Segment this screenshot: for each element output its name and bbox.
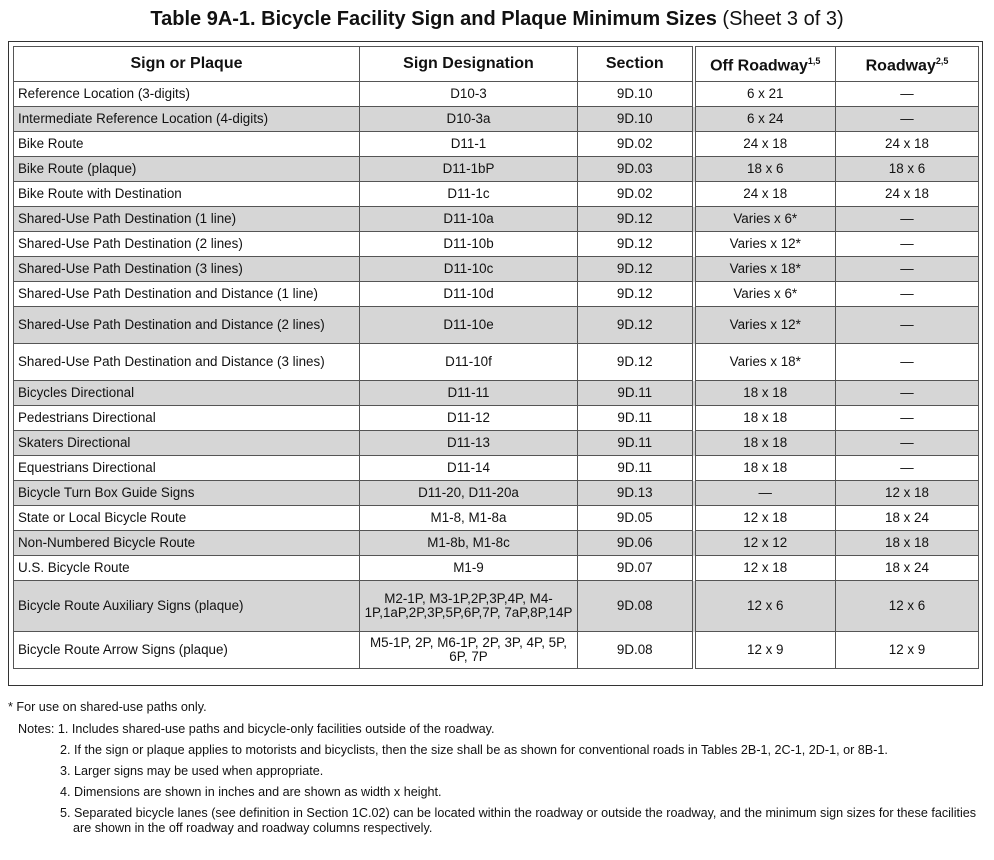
table-row — [14, 556, 979, 581]
table-row — [14, 456, 979, 481]
cell-off-roadway: Varies x 6* — [694, 282, 836, 307]
cell-roadway: 12 x 6 — [836, 581, 979, 632]
cell-roadway: — — [836, 207, 979, 232]
cell-sign: Shared-Use Path Destination and Distance (3 lines) — [14, 344, 360, 381]
cell-designation: D11-10b — [360, 232, 578, 257]
cell-section: 9D.10 — [578, 82, 694, 107]
cell-section: 9D.02 — [578, 182, 694, 207]
cell-sign: Reference Location (3-digits) — [14, 82, 360, 107]
table-row — [14, 107, 979, 132]
cell-designation: D11-1 — [360, 132, 578, 157]
header-sign: Sign or Plaque — [14, 47, 360, 82]
cell-sign: Shared-Use Path Destination (2 lines) — [14, 232, 360, 257]
header-roadway-note: 2,5 — [935, 56, 949, 67]
header-off-roadway — [694, 47, 836, 82]
cell-sign: U.S. Bicycle Route — [14, 556, 360, 581]
cell-sign: Intermediate Reference Location (4-digits) — [14, 107, 360, 132]
cell-off-roadway: 18 x 6 — [694, 157, 836, 182]
cell-section: 9D.11 — [578, 456, 694, 481]
cell-sign: Shared-Use Path Destination and Distance (2 lines) — [14, 307, 360, 344]
cell-section: 9D.08 — [578, 632, 694, 669]
cell-sign: Equestrians Directional — [14, 456, 360, 481]
cell-designation: D11-14 — [360, 456, 578, 481]
cell-sign: Shared-Use Path Destination and Distance (1 line) — [14, 282, 360, 307]
cell-off-roadway: Varies x 12* — [694, 307, 836, 344]
table-row — [14, 257, 979, 282]
cell-section: 9D.05 — [578, 506, 694, 531]
cell-designation: M1-8b, M1-8c — [360, 531, 578, 556]
table-row — [14, 632, 979, 669]
table-row — [14, 157, 979, 182]
cell-designation: D11-10c — [360, 257, 578, 282]
cell-roadway: — — [836, 257, 979, 282]
table-row — [14, 82, 979, 107]
cell-designation: D11-1bP — [360, 157, 578, 182]
cell-off-roadway: Varies x 18* — [694, 257, 836, 282]
cell-off-roadway: Varies x 6* — [694, 207, 836, 232]
header-row — [14, 47, 979, 82]
note-5: 5. Separated bicycle lanes (see definition in Section 1C.02) can be located within the roadway or outside the roadway, and the minimum sign sizes for these facilities are shown in the off roadway and roadway columns respectively. — [60, 806, 977, 835]
cell-roadway: — — [836, 456, 979, 481]
cell-section: 9D.02 — [578, 132, 694, 157]
cell-roadway: — — [836, 107, 979, 132]
cell-designation: D11-13 — [360, 431, 578, 456]
footnote-asterisk: * For use on shared-use paths only. — [8, 700, 207, 714]
cell-roadway: — — [836, 344, 979, 381]
cell-designation: D11-10e — [360, 307, 578, 344]
header-off-roadway-note: 1,5 — [807, 56, 821, 67]
cell-sign: Bike Route — [14, 132, 360, 157]
cell-off-roadway: 6 x 21 — [694, 82, 836, 107]
table-row — [14, 207, 979, 232]
cell-sign: State or Local Bicycle Route — [14, 506, 360, 531]
cell-off-roadway: 6 x 24 — [694, 107, 836, 132]
cell-sign: Bicycles Directional — [14, 381, 360, 406]
cell-sign: Non-Numbered Bicycle Route — [14, 531, 360, 556]
note-3: 3. Larger signs may be used when appropriate. — [60, 764, 324, 778]
cell-designation: M1-8, M1-8a — [360, 506, 578, 531]
cell-section: 9D.12 — [578, 207, 694, 232]
cell-roadway: — — [836, 431, 979, 456]
cell-section: 9D.12 — [578, 344, 694, 381]
cell-designation: D11-10f — [360, 344, 578, 381]
cell-section: 9D.12 — [578, 257, 694, 282]
cell-off-roadway: 12 x 6 — [694, 581, 836, 632]
header-roadway — [836, 47, 979, 82]
cell-roadway: 18 x 24 — [836, 556, 979, 581]
table-body — [14, 82, 979, 669]
table-row — [14, 132, 979, 157]
table-row — [14, 344, 979, 381]
header-off-roadway-label: Off Roadway — [710, 57, 808, 75]
cell-sign: Bicycle Turn Box Guide Signs — [14, 481, 360, 506]
cell-roadway: 18 x 18 — [836, 531, 979, 556]
cell-section: 9D.08 — [578, 581, 694, 632]
header-roadway-label: Roadway — [865, 57, 936, 75]
note-4: 4. Dimensions are shown in inches and are shown as width x height. — [60, 785, 442, 799]
cell-sign: Bike Route with Destination — [14, 182, 360, 207]
cell-sign: Bicycle Route Arrow Signs (plaque) — [14, 632, 360, 669]
cell-roadway: — — [836, 307, 979, 344]
cell-section: 9D.12 — [578, 307, 694, 344]
cell-section: 9D.07 — [578, 556, 694, 581]
table-row — [14, 406, 979, 431]
cell-roadway: 18 x 24 — [836, 506, 979, 531]
cell-roadway: — — [836, 82, 979, 107]
cell-roadway: — — [836, 406, 979, 431]
note-1: Notes: 1. Includes shared-use paths and bicycle-only facilities outside of the roadway. — [18, 722, 495, 736]
cell-off-roadway: Varies x 12* — [694, 232, 836, 257]
header-section: Section — [578, 47, 694, 82]
cell-sign: Shared-Use Path Destination (1 line) — [14, 207, 360, 232]
cell-off-roadway: 18 x 18 — [694, 456, 836, 481]
cell-off-roadway: — — [694, 481, 836, 506]
cell-section: 9D.11 — [578, 431, 694, 456]
cell-off-roadway: Varies x 18* — [694, 344, 836, 381]
cell-designation: M2-1P, M3-1P,2P,3P,4P, M4-1P,1aP,2P,3P,5P,6P,7P, 7aP,8P,14P — [360, 581, 578, 632]
cell-section: 9D.03 — [578, 157, 694, 182]
cell-off-roadway: 24 x 18 — [694, 132, 836, 157]
cell-sign: Shared-Use Path Destination (3 lines) — [14, 257, 360, 282]
cell-off-roadway: 24 x 18 — [694, 182, 836, 207]
cell-off-roadway: 18 x 18 — [694, 406, 836, 431]
cell-roadway: 24 x 18 — [836, 182, 979, 207]
cell-off-roadway: 18 x 18 — [694, 431, 836, 456]
cell-roadway: — — [836, 232, 979, 257]
cell-designation: M1-9 — [360, 556, 578, 581]
table-row — [14, 307, 979, 344]
table-title-sheet: (Sheet 3 of 3) — [716, 8, 844, 30]
cell-section: 9D.13 — [578, 481, 694, 506]
table-title — [0, 6, 994, 32]
cell-designation: M5-1P, 2P, M6-1P, 2P, 3P, 4P, 5P, 6P, 7P — [360, 632, 578, 669]
cell-roadway: — — [836, 381, 979, 406]
cell-off-roadway: 18 x 18 — [694, 381, 836, 406]
table-row — [14, 282, 979, 307]
cell-section: 9D.10 — [578, 107, 694, 132]
table-row — [14, 581, 979, 632]
cell-off-roadway: 12 x 18 — [694, 556, 836, 581]
cell-designation: D11-10d — [360, 282, 578, 307]
cell-designation: D11-1c — [360, 182, 578, 207]
cell-sign: Skaters Directional — [14, 431, 360, 456]
cell-roadway: 18 x 6 — [836, 157, 979, 182]
cell-designation: D11-20, D11-20a — [360, 481, 578, 506]
cell-section: 9D.12 — [578, 232, 694, 257]
cell-section: 9D.06 — [578, 531, 694, 556]
table-row — [14, 531, 979, 556]
cell-off-roadway: 12 x 18 — [694, 506, 836, 531]
cell-off-roadway: 12 x 12 — [694, 531, 836, 556]
table-row — [14, 431, 979, 456]
cell-sign: Bicycle Route Auxiliary Signs (plaque) — [14, 581, 360, 632]
cell-designation: D10-3 — [360, 82, 578, 107]
table-row — [14, 381, 979, 406]
sign-size-table — [13, 46, 979, 669]
cell-sign: Bike Route (plaque) — [14, 157, 360, 182]
cell-designation: D10-3a — [360, 107, 578, 132]
notes-section — [8, 700, 988, 842]
cell-designation: D11-10a — [360, 207, 578, 232]
table-row — [14, 506, 979, 531]
cell-designation: D11-12 — [360, 406, 578, 431]
cell-section: 9D.11 — [578, 406, 694, 431]
table-row — [14, 481, 979, 506]
cell-sign: Pedestrians Directional — [14, 406, 360, 431]
cell-section: 9D.12 — [578, 282, 694, 307]
cell-roadway: 12 x 9 — [836, 632, 979, 669]
cell-section: 9D.11 — [578, 381, 694, 406]
cell-roadway: — — [836, 282, 979, 307]
cell-off-roadway: 12 x 9 — [694, 632, 836, 669]
note-2: 2. If the sign or plaque applies to motorists and bicyclists, then the size shall be as shown for conventional roads in Tables 2B-1, 2C-1, 2D-1, or 8B-1. — [60, 743, 888, 757]
table-row — [14, 182, 979, 207]
cell-roadway: 12 x 18 — [836, 481, 979, 506]
table-title-main: Table 9A-1. Bicycle Facility Sign and Plaque Minimum Sizes — [150, 8, 717, 30]
header-designation: Sign Designation — [360, 47, 578, 82]
cell-designation: D11-11 — [360, 381, 578, 406]
cell-roadway: 24 x 18 — [836, 132, 979, 157]
table-row — [14, 232, 979, 257]
